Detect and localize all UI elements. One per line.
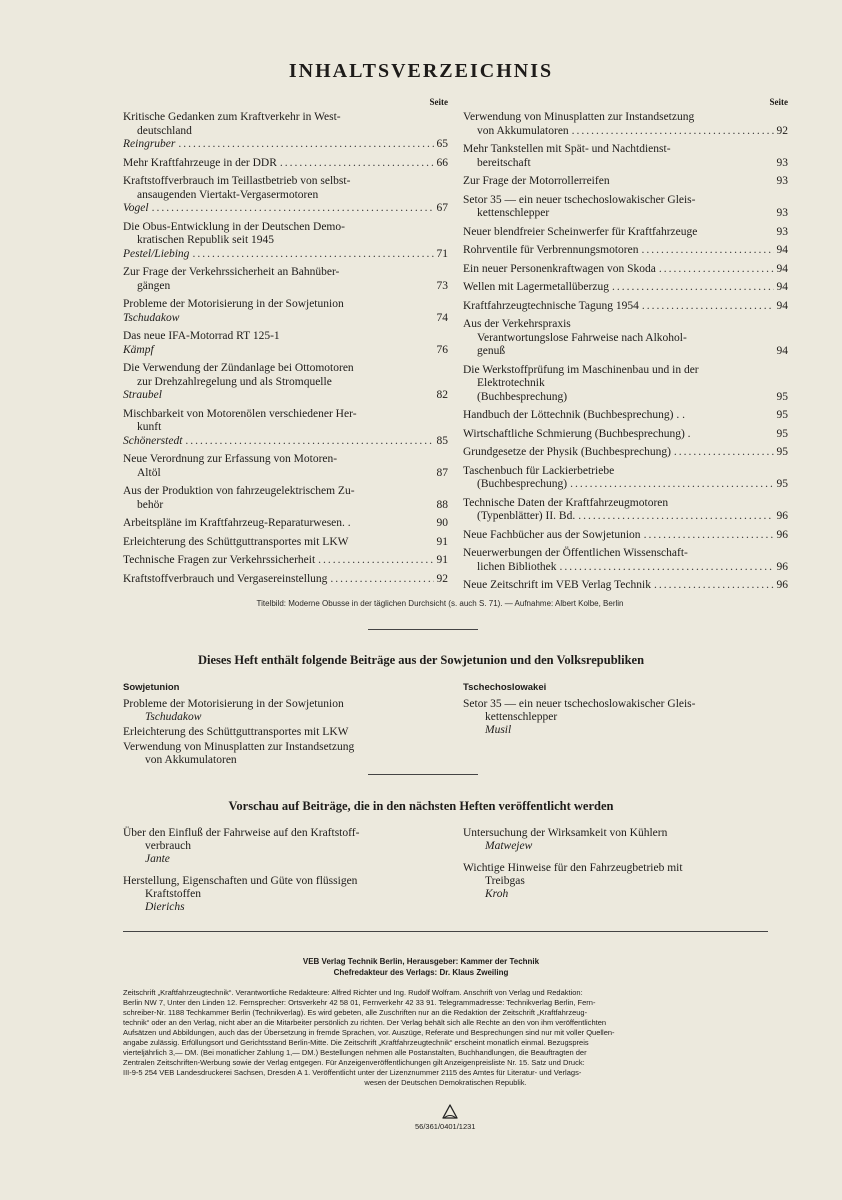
article-title: Wichtige Hinweise für den Fahrzeugbetrieb mit: [463, 862, 683, 874]
toc-page-number: 67: [436, 202, 448, 214]
preview-left-column: [123, 827, 443, 923]
toc-entry-title: Kraftfahrzeugtechnische Tagung 1954: [463, 299, 639, 312]
toc-page-number: 71: [436, 247, 448, 260]
publisher-logo-icon: [441, 1103, 459, 1121]
toc-entry: [463, 529, 788, 543]
imprint-line: schreiber-Nr. 1188 Techkammer Berlin (Technikverlag). Es wird gebeten, alle Zuschriften nur an die Redaktion der Zeitschrift „Kraftfahrzeug-: [123, 1008, 588, 1017]
article-title: verbrauch: [145, 840, 191, 852]
toc-page-number: 94: [776, 262, 788, 275]
toc-page-number: 65: [436, 138, 448, 150]
toc-entry: [463, 364, 788, 405]
toc-page-number: 66: [436, 156, 448, 169]
toc-entry-title: Verwendung von Minusplatten zur Instandsetzung: [463, 111, 695, 123]
toc-entry-author: Straubel: [123, 389, 162, 401]
toc-entry: [463, 497, 788, 524]
toc-entry-title: kettenschlepper: [477, 207, 550, 219]
article-author: Matwejew: [485, 840, 533, 852]
article-author: Musil: [485, 724, 512, 736]
article-item: [463, 827, 773, 853]
article-title: Herstellung, Eigenschaften und Güte von flüssigen: [123, 875, 358, 887]
leader-dots: [152, 202, 434, 216]
toc-page-number: 96: [776, 510, 788, 522]
article-author: Dierichs: [145, 901, 185, 913]
toc-entry-last-line: [463, 510, 788, 524]
toc-entry: [463, 194, 788, 221]
toc-entry-last-line: [123, 157, 448, 171]
toc-entry: [463, 428, 788, 442]
toc-entry-author-line: [123, 312, 448, 326]
toc-entry-title: deutschland: [137, 124, 192, 137]
toc-entry-title: Aus der Verkehrspraxis: [463, 318, 571, 330]
toc-entry-title: Verantwortungslose Fahrweise nach Alkohol-: [477, 331, 687, 344]
toc-entry-last-line: [463, 281, 788, 295]
article-item: [463, 698, 773, 737]
toc-page-number: 90: [436, 517, 448, 529]
sowjet-right-column: [463, 681, 773, 739]
toc-entry-title: Kritische Gedanken zum Kraftverkehr in West-: [123, 111, 341, 123]
toc-entry-title: bereitschaft: [477, 156, 531, 169]
imprint-line: Berlin NW 7, Unter den Linden 12. Fernsprecher: Ortsverkehr 42 58 01, Fernverkehr 42 33 91. Telegrammadresse: Technikverlag Berlin, Fern-: [123, 998, 596, 1007]
leader-dots: [641, 244, 773, 258]
toc-entry-title: Handbuch der Löttechnik (Buchbesprechung) . .: [463, 409, 685, 421]
imprint-line: technik“ oder an den Verlag, nicht aber an die Mitarbeiter persönlich zu richten. Der Verlag behält sich alle Rechte an den von ihm veröffentlichten: [123, 1018, 607, 1027]
toc-entry-title: ansaugenden Viertakt-Vergasermotoren: [137, 188, 319, 201]
article-title: kettenschlepper: [485, 711, 558, 723]
toc-entry-title: Mehr Tankstellen mit Spät- und Nachtdienst-: [463, 143, 671, 155]
leader-dots: [612, 281, 774, 295]
toc-entry-author-line: [123, 435, 448, 449]
leader-dots: [318, 554, 433, 568]
article-title: Verwendung von Minusplatten zur Instandsetzung: [123, 741, 355, 753]
toc-page-number: 73: [436, 279, 448, 292]
toc-entry-title: Elektrotechnik: [477, 377, 545, 389]
toc-entry-last-line: [463, 207, 788, 221]
article-author: Jante: [145, 853, 170, 865]
toc-entry-last-line: [463, 446, 788, 460]
toc-page-number: 91: [436, 535, 448, 548]
toc-entry-title: Taschenbuch für Lackierbetriebe: [463, 464, 615, 477]
toc-entry-title: Wellen mit Lagermetallüberzug: [463, 281, 609, 293]
toc-entry-title: genuß: [477, 345, 506, 357]
toc-page-number: 94: [776, 345, 788, 357]
sowjet-label: Sowjetunion: [123, 682, 180, 693]
article-title: Probleme der Motorisierung in der Sowjetunion: [123, 698, 344, 710]
toc-entry-title: Kraftstoffverbrauch im Teillastbetrieb von selbst-: [123, 175, 351, 187]
preview-heading: Vorschau auf Beiträge, die in den nächsten Heften veröffentlicht werden: [228, 799, 614, 813]
toc-entry-last-line: [123, 554, 448, 568]
toc-page-number: 93: [776, 225, 788, 238]
leader-dots: [330, 573, 433, 587]
toc-right-list: [463, 111, 788, 593]
toc-entry-title: Technische Fragen zur Verkehrssicherheit: [123, 554, 316, 566]
toc-entry: [123, 485, 448, 512]
imprint-line: III-9-5 254 VEB Landesdruckerei Sachsen, Dresden A 1. Veröffentlicht unter der Lizenznummer 2115 des Amtes für Literatur- und Verlags-: [123, 1068, 582, 1077]
toc-entry-last-line: [463, 428, 788, 442]
toc-entry-last-line: [463, 300, 788, 314]
article-title: von Akkumulatoren: [145, 754, 237, 766]
toc-page-number: 87: [436, 466, 448, 479]
toc-entry: [463, 465, 788, 492]
toc-entry-last-line: [463, 561, 788, 575]
print-code: 56/361/0401/1231: [415, 1122, 476, 1131]
toc-entry-title: Zur Frage der Motorrollerreifen: [463, 175, 610, 187]
toc-entry: [123, 573, 448, 587]
toc-entry-title: Grundgesetze der Physik (Buchbesprechung): [463, 446, 671, 458]
toc-page-number: 95: [776, 427, 788, 440]
article-item: [123, 698, 443, 724]
page-title: INHALTSVERZEICHNIS: [288, 60, 554, 82]
leader-dots: [644, 529, 774, 543]
toc-page-number: 94: [776, 281, 788, 293]
divider: [368, 629, 478, 630]
toc-entry-title: lichen Bibliothek: [477, 560, 557, 573]
toc-page-number: 93: [776, 207, 788, 219]
article-title: Treibgas: [485, 875, 525, 887]
toc-entry-title: Ein neuer Personenkraftwagen von Skoda: [463, 262, 656, 275]
imprint-rule: [123, 931, 768, 932]
toc-entry-title: Die Werkstoffprüfung im Maschinenbau und in der: [463, 363, 699, 376]
article-author: Kroh: [485, 888, 509, 900]
toc-entry-author: Reingruber: [123, 138, 176, 150]
article-title: Erleichterung des Schüttguttransportes mit LKW: [123, 726, 349, 738]
toc-entry: [463, 409, 788, 423]
toc-entry-title: Setor 35 — ein neuer tschechoslowakischer Gleis-: [463, 193, 696, 206]
leader-dots: [178, 138, 433, 152]
toc-entry-last-line: [123, 573, 448, 587]
imprint-line: Aufsätzen und Abbildungen, auch das der Übersetzung in fremde Sprachen, vor. Auszüge, Referate und Besprechungen sind nur mit voller Quellen-: [123, 1028, 615, 1037]
toc-entry-title: Aus der Produktion von fahrzeugelektrischem Zu-: [123, 485, 355, 497]
sowjet-heading: Dieses Heft enthält folgende Beiträge aus der Sowjetunion und den Volksrepubliken: [197, 653, 645, 667]
toc-left-column: [123, 97, 448, 591]
toc-entry-last-line: [463, 391, 788, 405]
toc-entry: [123, 298, 448, 325]
toc-entry-title: Altöl: [137, 466, 161, 479]
article-item: [123, 741, 443, 767]
leader-dots: [654, 579, 774, 593]
toc-page-number: 96: [776, 579, 788, 591]
toc-entry-title: Neuerwerbungen der Öffentlichen Wissenschaft-: [463, 547, 688, 559]
toc-entry: [463, 263, 788, 277]
toc-page-number: 95: [776, 409, 788, 421]
toc-entry-last-line: [463, 409, 788, 423]
toc-entry-title: (Buchbesprechung): [477, 390, 568, 403]
article-item: [123, 875, 443, 914]
toc-entry: [463, 579, 788, 593]
article-title: Untersuchung der Wirksamkeit von Kühlern: [463, 827, 668, 839]
toc-page-number: 76: [436, 343, 448, 356]
toc-entry-title: Kraftstoffverbrauch und Vergasereinstellung: [123, 572, 328, 585]
toc-entry-title: Das neue IFA-Motorrad RT 125-1: [123, 330, 280, 342]
toc-entry: [463, 244, 788, 258]
leader-dots: [578, 510, 773, 524]
toc-entry: [123, 266, 448, 293]
toc-entry-title: von Akkumulatoren: [477, 124, 569, 137]
toc-page-number: 94: [776, 299, 788, 312]
toc-entry-title: Neuer blendfreier Scheinwerfer für Kraftfahrzeuge: [463, 225, 698, 238]
toc-entry-last-line: [463, 157, 788, 171]
toc-entry-title: Probleme der Motorisierung in der Sowjetunion: [123, 298, 344, 310]
toc-entry-last-line: [463, 175, 788, 189]
toc-entry: [123, 111, 448, 152]
toc-page-number: 82: [436, 389, 448, 401]
toc-entry-author-line: [123, 248, 448, 262]
toc-page-number: 92: [776, 124, 788, 137]
toc-entry: [123, 453, 448, 480]
seite-label: Seite: [769, 97, 788, 107]
toc-entry: [123, 554, 448, 568]
article-title: Über den Einfluß der Fahrweise auf den Kraftstoff-: [123, 827, 360, 839]
imprint-head-1: VEB Verlag Technik Berlin, Herausgeber: Kammer der Technik: [302, 957, 540, 966]
leader-dots: [185, 435, 433, 449]
toc-entry-last-line: [463, 226, 788, 240]
toc-entry-last-line: [123, 536, 448, 550]
toc-entry-last-line: [463, 244, 788, 258]
imprint-body: [123, 988, 768, 1088]
toc-entry-title: Die Obus-Entwicklung in der Deutschen Demo-: [123, 220, 345, 233]
toc-page-number: 92: [436, 572, 448, 585]
toc-page-number: 93: [776, 156, 788, 169]
toc-entry-title: Arbeitspläne im Kraftfahrzeug-Reparaturwesen. .: [123, 517, 351, 529]
toc-page-number: 94: [776, 244, 788, 256]
toc-entry-last-line: [123, 467, 448, 481]
toc-entry-author-line: [123, 202, 448, 216]
toc-page-number: 85: [436, 434, 448, 447]
toc-page-number: 95: [776, 390, 788, 403]
toc-entry-last-line: [463, 263, 788, 277]
imprint-line: Zeitschrift „Kraftfahrzeugtechnik“. Verantwortliche Redakteure: Alfred Richter und Ing. Rudolf Wolfram. Anschrift von Verlag und Redaktion:: [123, 988, 583, 997]
toc-entry-last-line: [463, 125, 788, 139]
toc-entry-last-line: [123, 499, 448, 513]
toc-entry-title: (Typenblätter) II. Bd.: [477, 510, 576, 522]
toc-entry-title: Erleichterung des Schüttguttransportes mit LKW: [123, 535, 349, 548]
leader-dots: [570, 478, 773, 492]
leader-dots: [642, 300, 774, 314]
article-item: [463, 862, 773, 901]
toc-entry: [123, 408, 448, 449]
toc-entry-title: gängen: [137, 279, 171, 292]
toc-right-column: [463, 97, 788, 598]
imprint-line: wesen der Deutschen Demokratischen Republik.: [364, 1078, 527, 1087]
toc-page-number: 88: [436, 498, 448, 511]
toc-entry: [123, 517, 448, 531]
toc-page-number: 91: [436, 554, 448, 566]
toc-entry-title: Neue Fachbücher aus der Sowjetunion: [463, 528, 641, 541]
article-item: [123, 827, 443, 866]
toc-entry-author: Schönerstedt: [123, 434, 183, 447]
leader-dots: [572, 125, 774, 139]
toc-entry-title: Zur Frage der Verkehrssicherheit an Bahnüber-: [123, 266, 340, 278]
toc-entry: [463, 143, 788, 170]
toc-entry: [463, 446, 788, 460]
toc-entry: [463, 547, 788, 574]
toc-entry: [123, 157, 448, 171]
toc-entry-author: Tschudakow: [123, 311, 180, 324]
toc-entry: [123, 362, 448, 403]
toc-entry-author-line: [123, 344, 448, 358]
toc-entry-title: zur Drehzahlregelung und als Stromquelle: [137, 375, 332, 388]
divider: [368, 774, 478, 775]
toc-entry-author-line: [123, 389, 448, 403]
leader-dots: [674, 446, 774, 460]
toc-entry: [123, 175, 448, 216]
toc-entry-author: Vogel: [123, 202, 149, 214]
article-title: Setor 35 — ein neuer tschechoslowakischer Gleis-: [463, 698, 696, 710]
toc-entry-author: Pestel/Liebing: [123, 247, 190, 260]
toc-page-number: 93: [776, 175, 788, 187]
toc-entry: [463, 175, 788, 189]
toc-entry: [123, 536, 448, 550]
leader-dots: [659, 263, 774, 277]
toc-entry-title: kunft: [137, 421, 162, 433]
toc-page-number: 74: [436, 311, 448, 324]
toc-entry: [463, 226, 788, 240]
toc-entry-title: Wirtschaftliche Schmierung (Buchbesprechung) .: [463, 427, 691, 440]
toc-entry-author: Kämpf: [123, 343, 154, 356]
seite-label: Seite: [429, 97, 448, 107]
article-title: Kraftstoffen: [145, 888, 201, 900]
toc-entry-last-line: [463, 529, 788, 543]
tschecho-label: Tschechoslowakei: [463, 682, 547, 693]
leader-dots: [192, 248, 433, 262]
sowjet-left-column: [123, 681, 443, 769]
preview-right-column: [463, 827, 773, 910]
imprint-line: vierteljährlich 3,— DM. (Bei monatlicher Zahlung 1,— DM.) Bestellungen nehmen alle Postanstalten, Buchhandlungen, die Beauftragten der: [123, 1048, 587, 1057]
toc-entry: [463, 281, 788, 295]
toc-entry-last-line: [123, 517, 448, 531]
toc-entry-last-line: [463, 579, 788, 593]
toc-entry-title: Mischbarkeit von Motorenölen verschiedener Her-: [123, 407, 357, 420]
toc-left-list: [123, 111, 448, 586]
article-author: Tschudakow: [145, 711, 202, 723]
imprint-line: Zentralen Zeitschriften-Werbung sowie der Verlag entgegen. Für Anzeigenveröffentlichungen gilt Anzeigenpreisliste Nr. 15. Satz und Druck:: [123, 1058, 585, 1067]
toc-entry: [123, 330, 448, 357]
article-item: [123, 726, 443, 739]
toc-entry: [463, 318, 788, 359]
toc-page-number: 95: [776, 446, 788, 458]
toc-entry: [463, 111, 788, 138]
imprint-head-2: Chefredakteur des Verlags: Dr. Klaus Zweiling: [333, 968, 509, 977]
toc-entry-last-line: [463, 478, 788, 492]
toc-entry-author-line: [123, 138, 448, 152]
toc-entry-title: (Buchbesprechung): [477, 478, 568, 490]
cover-caption: Titelbild: Moderne Obusse in der täglichen Durchsicht (s. auch S. 71). — Aufnahme: Albert Kolbe, Berlin: [256, 599, 624, 608]
toc-entry-title: Technische Daten der Kraftfahrzeugmotoren: [463, 496, 669, 509]
toc-entry-title: kratischen Republik seit 1945: [137, 234, 275, 246]
toc-entry-title: behör: [137, 498, 164, 511]
toc-entry-title: Neue Verordnung zur Erfassung von Motoren-: [123, 453, 338, 465]
leader-dots: [560, 561, 774, 575]
imprint-line: angabe zulässig. Erfüllungsort und Gerichtsstand Berlin-Mitte. Die Zeitschrift „Kraftfahrzeugtechnik“ erscheint monatlich einmal. Bezugspreis: [123, 1038, 589, 1047]
toc-entry-title: Die Verwendung der Zündanlage bei Ottomotoren: [123, 362, 354, 374]
toc-entry-last-line: [463, 345, 788, 359]
toc-page-number: 96: [776, 560, 788, 573]
toc-entry-title: Mehr Kraftfahrzeuge in der DDR: [123, 156, 277, 169]
toc-entry: [123, 221, 448, 262]
toc-page-number: 96: [776, 528, 788, 541]
toc-entry-title: Neue Zeitschrift im VEB Verlag Technik: [463, 579, 651, 591]
toc-entry: [463, 300, 788, 314]
toc-entry-last-line: [123, 280, 448, 294]
toc-page-number: 95: [776, 478, 788, 490]
toc-entry-title: Rohrventile für Verbrennungsmotoren: [463, 244, 639, 256]
leader-dots: [280, 157, 434, 171]
